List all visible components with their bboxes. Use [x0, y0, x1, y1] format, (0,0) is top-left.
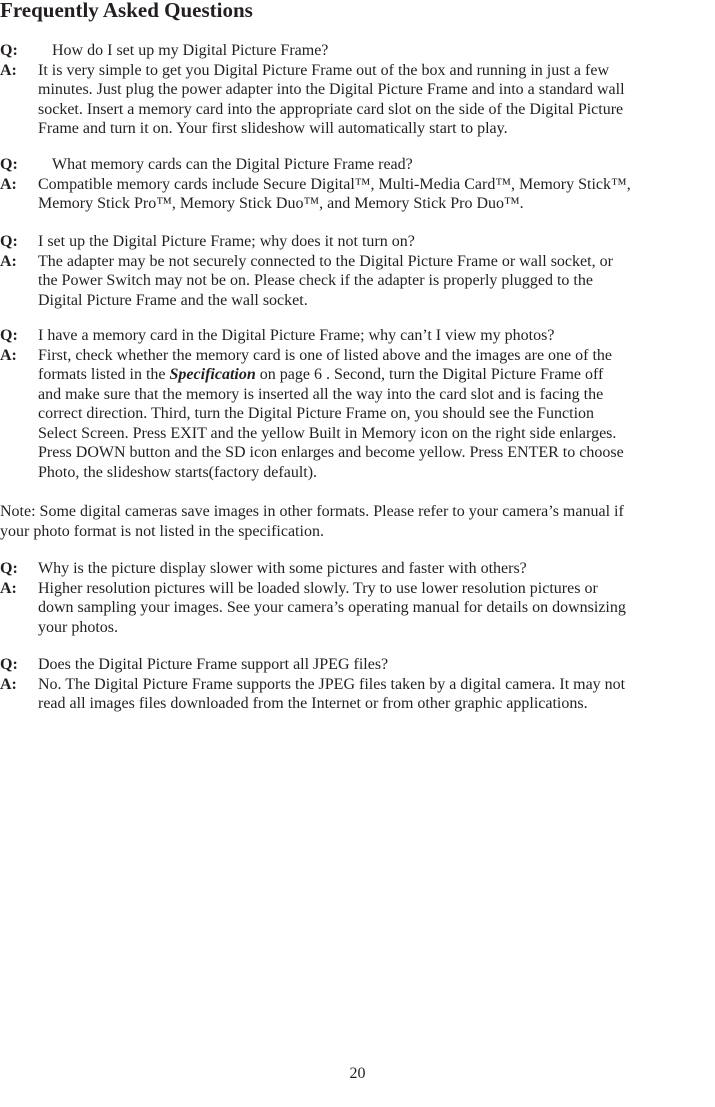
faq-item-2: [0, 155, 715, 214]
answer-tag: A:: [0, 252, 17, 270]
page-number: 20: [349, 1065, 366, 1082]
question-text: Does the Digital Picture Frame support all JPEG files?: [38, 656, 389, 673]
page-title: Frequently Asked Questions: [0, 0, 253, 22]
answer-tag: A:: [0, 346, 17, 364]
answer-line: No. The Digital Picture Frame supports the JPEG files taken by a digital camera. It may not: [38, 675, 626, 693]
answer-line: minutes. Just plug the power adapter into the Digital Picture Frame and into a standard wall: [38, 81, 625, 98]
question-text: How do I set up my Digital Picture Frame?: [52, 42, 329, 59]
answer-tag: A:: [0, 61, 17, 79]
note-line: Note: Some digital cameras save images in other formats. Please refer to your camera’s manual if: [0, 503, 624, 520]
answer-line: your photos.: [38, 618, 118, 636]
faq-item-4: [0, 326, 715, 482]
faq-item-5: [0, 559, 715, 637]
specification-reference: Specification: [169, 366, 256, 383]
answer-line: down sampling your images. See your camera’s operating manual for details on downsizing: [38, 599, 626, 616]
question-text: Why is the picture display slower with some pictures and faster with others?: [38, 560, 527, 577]
faq-item-6: [0, 655, 715, 714]
question-tag: Q:: [0, 327, 18, 344]
answer-line: Digital Picture Frame and the wall socket.: [38, 291, 308, 309]
faq-item-3: [0, 232, 715, 310]
answer-text: formats listed in the: [38, 366, 170, 383]
question-tag: Q:: [0, 42, 18, 59]
question-text: What memory cards can the Digital Picture Frame read?: [52, 156, 413, 173]
question-tag: Q:: [0, 156, 18, 173]
answer-tag: A:: [0, 175, 17, 193]
answer-line: read all images files downloaded from the Internet or from other graphic applications.: [38, 695, 588, 712]
answer-line: Select Screen. Press EXIT and the yellow Built in Memory icon on the right side enlarges.: [38, 424, 617, 442]
answer-line: The adapter may be not securely connected to the Digital Picture Frame or wall socket, or: [38, 252, 613, 270]
answer-line: It is very simple to get you Digital Picture Frame out of the box and running in just a few: [38, 61, 610, 79]
answer-line: [0, 365, 715, 385]
answer-line: socket. Insert a memory card into the appropriate card slot on the side of the Digital Picture: [38, 100, 624, 118]
note-line: your photo format is not listed in the specification.: [0, 523, 324, 540]
answer-tag: A:: [0, 579, 17, 597]
question-tag: Q:: [0, 560, 18, 577]
note-paragraph: [0, 502, 715, 542]
answer-tag: A:: [0, 675, 17, 693]
answer-text: on page 6 . Second, turn the Digital Picture Frame off: [255, 366, 604, 383]
question-tag: Q:: [0, 233, 18, 250]
answer-line: Frame and turn it on. Your first slideshow will automatically start to play.: [38, 120, 508, 137]
faq-item-1: [0, 41, 715, 139]
answer-line: Photo, the slideshow starts(factory default).: [38, 463, 318, 481]
question-tag: Q:: [0, 656, 18, 673]
answer-line: Compatible memory cards include Secure Digital™, Multi-Media Card™, Memory Stick™,: [38, 175, 631, 193]
answer-line: Higher resolution pictures will be loaded slowly. Try to use lower resolution pictures or: [38, 579, 598, 597]
answer-line: correct direction. Third, turn the Digital Picture Frame on, you should see the Function: [38, 405, 595, 422]
question-text: I set up the Digital Picture Frame; why does it not turn on?: [38, 233, 415, 250]
question-text: I have a memory card in the Digital Picture Frame; why can’t I view my photos?: [38, 327, 555, 344]
answer-line: Press DOWN button and the SD icon enlarges and become yellow. Press ENTER to choose: [38, 444, 624, 461]
answer-line: First, check whether the memory card is one of listed above and the images are one of the: [38, 346, 613, 364]
answer-line: the Power Switch may not be on. Please check if the adapter is properly plugged to the: [38, 272, 593, 289]
answer-line: Memory Stick Pro™, Memory Stick Duo™, and Memory Stick Pro Duo™.: [38, 195, 524, 212]
answer-line: and make sure that the memory is inserted all the way into the card slot and is facing the: [38, 385, 604, 403]
